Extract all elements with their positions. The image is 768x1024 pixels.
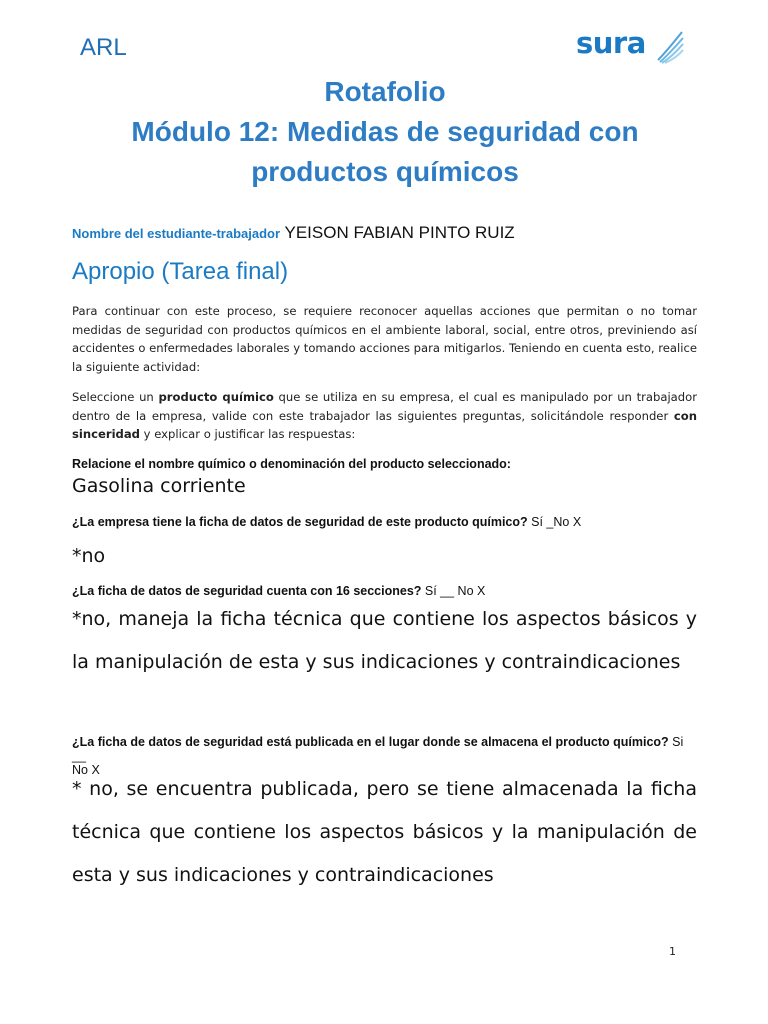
- answer-2: *no: [72, 545, 106, 567]
- sura-wave-icon: [656, 30, 684, 64]
- p2-text-a: Seleccione un: [72, 390, 159, 404]
- answer-1: Gasolina corriente: [72, 475, 246, 497]
- student-name: YEISON FABIAN PINTO RUIZ: [284, 223, 515, 242]
- question-2-text: ¿La empresa tiene la ficha de datos de seguridad de este producto químico?: [72, 515, 528, 529]
- page-number: 1: [669, 945, 676, 958]
- answer-4: * no, se encuentra publicada, pero se tiene almacenada la ficha técnica que contiene los aspectos básicos y la manipulación de esta y sus indicaciones y contraindicaciones: [72, 778, 697, 886]
- title-line-2: Módulo 12: Medidas de seguridad con: [131, 116, 639, 147]
- p2-text-c: que se utiliza en su empresa, el cual es manipulado por un trabajador dentro de la empresa, valide con este trabajador las siguientes preguntas, solicitándole responder: [72, 390, 697, 423]
- sura-wordmark: sura: [576, 26, 646, 60]
- intro-paragraph-1: Para continuar con este proceso, se requiere reconocer aquellas acciones que permitan o no tomar medidas de seguridad con productos químicos en el ambiente laboral, social, entre otros, previniendo así accidentes o enfermedades laborales y tomando acciones para mitigarlos. Teniendo en cuenta esto, realice la siguiente actividad:: [72, 304, 697, 374]
- p2-text-e: y explicar o justificar las respuestas:: [139, 427, 356, 442]
- document-title: [60, 72, 710, 192]
- question-1: [72, 457, 511, 471]
- p2-bold-product: producto químico: [158, 390, 274, 404]
- section-heading: Apropio (Tarea final): [72, 258, 289, 285]
- question-3: [72, 584, 485, 598]
- p2-bold-sincerity: con sinceridad: [72, 408, 697, 442]
- question-2-options: Sí _No X: [527, 515, 582, 529]
- arl-label: ARL: [80, 34, 127, 61]
- question-4-options-2: No X: [72, 763, 100, 777]
- sura-logo: [576, 26, 686, 68]
- student-line: [72, 223, 515, 243]
- student-label: Nombre del estudiante-trabajador: [72, 226, 281, 241]
- question-4-options: Si __: [72, 735, 684, 763]
- question-3-text: ¿La ficha de datos de seguridad cuenta con 16 secciones?: [72, 584, 422, 598]
- intro-paragraph-2: [72, 388, 697, 444]
- title-line-3: productos químicos: [251, 156, 519, 187]
- question-2: [72, 515, 581, 529]
- title-line-1: Rotafolio: [324, 76, 446, 107]
- question-1-text: Relacione el nombre químico o denominación del producto seleccionado:: [72, 457, 511, 471]
- question-3-options: Sí __ No X: [421, 584, 486, 598]
- question-4-text: ¿La ficha de datos de seguridad está publicada en el lugar donde se almacena el producto químico?: [72, 735, 669, 749]
- answer-3: *no, maneja la ficha técnica que contiene los aspectos básicos y la manipulación de esta y sus indicaciones y contraindicaciones: [72, 608, 697, 673]
